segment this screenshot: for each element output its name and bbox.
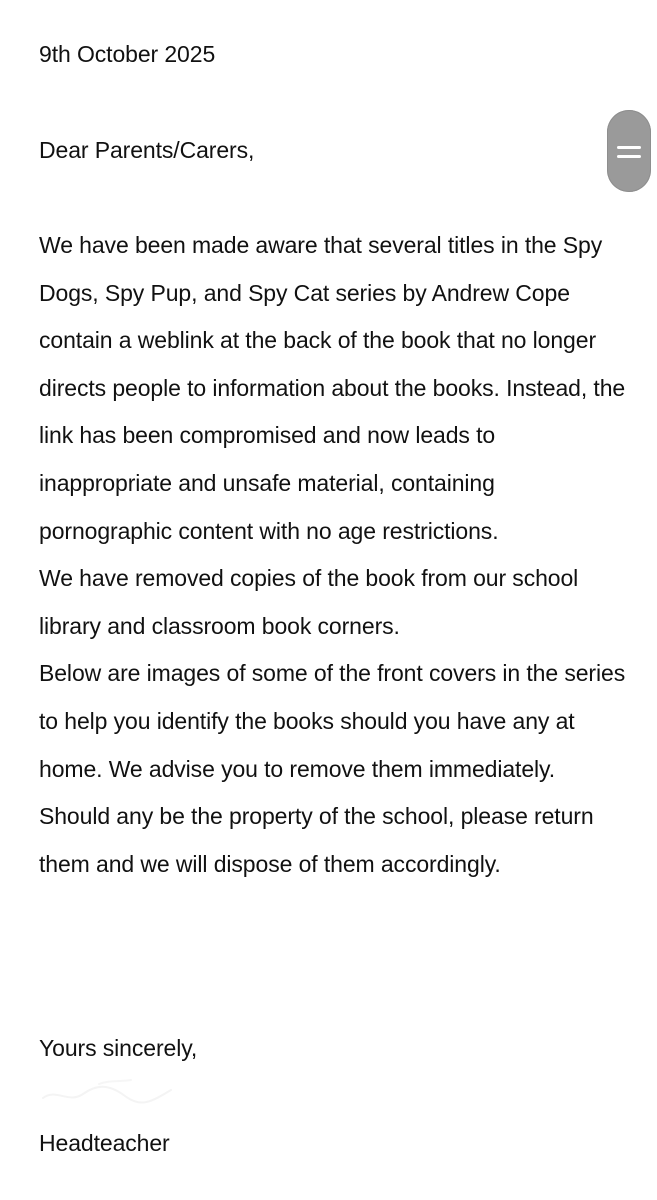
letter-salutation: Dear Parents/Carers, [39,137,255,163]
letter-date: 9th October 2025 [39,41,216,67]
scroll-handle[interactable] [607,110,651,192]
signature-image [39,1074,189,1110]
letter-body [39,222,631,888]
letter-closing: Yours sincerely, [39,1035,198,1061]
body-paragraph-advice: Below are images of some of the front covers in the series to help you identify the books should you have any at home. We advise you to remove them immediately. Should any be the property of the school, please return them and we will dispose of them accordingly. [39,660,626,877]
body-paragraph-removal: We have removed copies of the book from our school library and classroom book corners. [39,565,579,639]
letter-signatory-role: Headteacher [39,1130,170,1156]
body-paragraph-warning: We have been made aware that several titles in the Spy Dogs, Spy Pup, and Spy Cat series by Andrew Cope contain a weblink at the back of the book that no longer directs people to information about the books. Instead, the link has been compromised and now leads to inappropriate and unsafe material, containing pornographic content with no age restrictions. [39,232,626,544]
